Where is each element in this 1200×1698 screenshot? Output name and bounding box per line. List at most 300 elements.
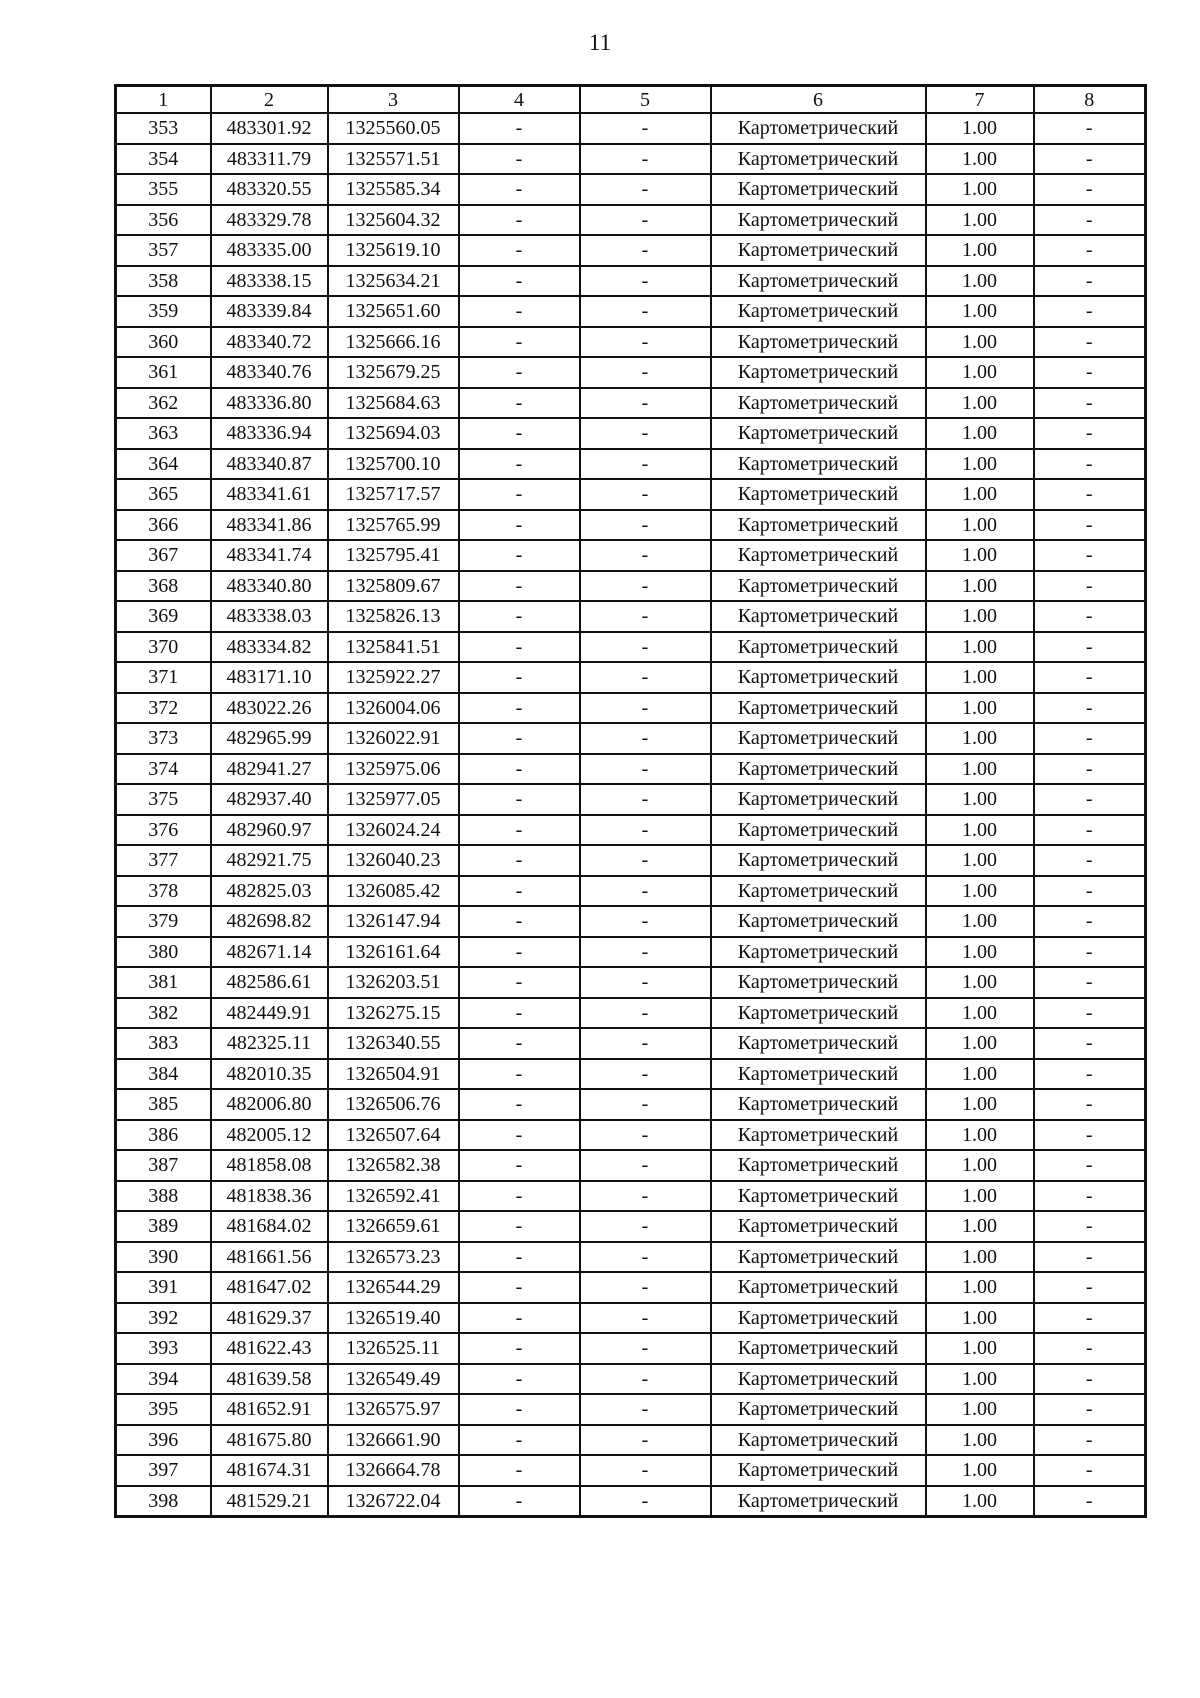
point-number-cell: 396: [116, 1425, 211, 1456]
x-coordinate-cell: 483336.94: [211, 418, 328, 449]
col4-cell: -: [459, 1364, 580, 1395]
x-coordinate-cell: 483341.74: [211, 540, 328, 571]
y-coordinate-cell: 1326022.91: [328, 723, 459, 754]
col8-cell: -: [1034, 1333, 1146, 1364]
col8-cell: -: [1034, 235, 1146, 266]
point-number-cell: 362: [116, 388, 211, 419]
accuracy-cell: 1.00: [926, 1394, 1034, 1425]
x-coordinate-cell: 483329.78: [211, 205, 328, 236]
point-number-cell: 395: [116, 1394, 211, 1425]
col8-cell: -: [1034, 266, 1146, 297]
table-row: [116, 815, 1146, 846]
point-number-cell: 359: [116, 296, 211, 327]
column-header: 7: [926, 86, 1034, 114]
accuracy-cell: 1.00: [926, 571, 1034, 602]
column-header: 4: [459, 86, 580, 114]
col8-cell: -: [1034, 662, 1146, 693]
x-coordinate-cell: 482825.03: [211, 876, 328, 907]
col8-cell: -: [1034, 1425, 1146, 1456]
table-row: [116, 662, 1146, 693]
y-coordinate-cell: 1325922.27: [328, 662, 459, 693]
col5-cell: -: [580, 693, 711, 724]
y-coordinate-cell: 1326024.24: [328, 815, 459, 846]
col5-cell: -: [580, 1333, 711, 1364]
col5-cell: -: [580, 632, 711, 663]
accuracy-cell: 1.00: [926, 906, 1034, 937]
col8-cell: -: [1034, 1364, 1146, 1395]
y-coordinate-cell: 1325975.06: [328, 754, 459, 785]
col8-cell: -: [1034, 174, 1146, 205]
method-cell: Картометрический: [711, 876, 926, 907]
accuracy-cell: 1.00: [926, 967, 1034, 998]
accuracy-cell: 1.00: [926, 937, 1034, 968]
y-coordinate-cell: 1325765.99: [328, 510, 459, 541]
table-row: [116, 784, 1146, 815]
x-coordinate-cell: 482921.75: [211, 845, 328, 876]
y-coordinate-cell: 1326582.38: [328, 1150, 459, 1181]
table-row: [116, 357, 1146, 388]
column-header: 6: [711, 86, 926, 114]
col8-cell: -: [1034, 632, 1146, 663]
table-row: [116, 327, 1146, 358]
page-number: 11: [588, 30, 612, 55]
method-cell: Картометрический: [711, 1089, 926, 1120]
accuracy-cell: 1.00: [926, 174, 1034, 205]
y-coordinate-cell: 1326504.91: [328, 1059, 459, 1090]
table-row: [116, 1028, 1146, 1059]
y-coordinate-cell: 1325679.25: [328, 357, 459, 388]
point-number-cell: 372: [116, 693, 211, 724]
col5-cell: -: [580, 1486, 711, 1517]
point-number-cell: 356: [116, 205, 211, 236]
y-coordinate-cell: 1326722.04: [328, 1486, 459, 1517]
col8-cell: -: [1034, 1486, 1146, 1517]
point-number-cell: 370: [116, 632, 211, 663]
x-coordinate-cell: 483339.84: [211, 296, 328, 327]
y-coordinate-cell: 1326004.06: [328, 693, 459, 724]
col8-cell: -: [1034, 815, 1146, 846]
table-row: [116, 510, 1146, 541]
y-coordinate-cell: 1325684.63: [328, 388, 459, 419]
x-coordinate-cell: 482325.11: [211, 1028, 328, 1059]
x-coordinate-cell: 481858.08: [211, 1150, 328, 1181]
col5-cell: -: [580, 1455, 711, 1486]
col8-cell: -: [1034, 357, 1146, 388]
method-cell: Картометрический: [711, 937, 926, 968]
col5-cell: -: [580, 144, 711, 175]
col8-cell: -: [1034, 479, 1146, 510]
accuracy-cell: 1.00: [926, 1211, 1034, 1242]
accuracy-cell: 1.00: [926, 113, 1034, 144]
table-row: [116, 449, 1146, 480]
method-cell: Картометрический: [711, 906, 926, 937]
col5-cell: -: [580, 1242, 711, 1273]
table-row: [116, 1181, 1146, 1212]
col4-cell: -: [459, 479, 580, 510]
table-row: [116, 693, 1146, 724]
table-row: [116, 418, 1146, 449]
col5-cell: -: [580, 571, 711, 602]
x-coordinate-cell: 483335.00: [211, 235, 328, 266]
accuracy-cell: 1.00: [926, 1028, 1034, 1059]
col8-cell: -: [1034, 296, 1146, 327]
accuracy-cell: 1.00: [926, 296, 1034, 327]
col5-cell: -: [580, 998, 711, 1029]
col4-cell: -: [459, 723, 580, 754]
method-cell: Картометрический: [711, 754, 926, 785]
accuracy-cell: 1.00: [926, 1425, 1034, 1456]
method-cell: Картометрический: [711, 144, 926, 175]
method-cell: Картометрический: [711, 327, 926, 358]
point-number-cell: 364: [116, 449, 211, 480]
x-coordinate-cell: 482671.14: [211, 937, 328, 968]
table-body: [116, 113, 1146, 1517]
col5-cell: -: [580, 388, 711, 419]
x-coordinate-cell: 483336.80: [211, 388, 328, 419]
x-coordinate-cell: 481684.02: [211, 1211, 328, 1242]
accuracy-cell: 1.00: [926, 1333, 1034, 1364]
method-cell: Картометрический: [711, 479, 926, 510]
x-coordinate-cell: 481838.36: [211, 1181, 328, 1212]
table-row: [116, 723, 1146, 754]
col4-cell: -: [459, 662, 580, 693]
point-number-cell: 373: [116, 723, 211, 754]
col4-cell: -: [459, 357, 580, 388]
table-row: [116, 266, 1146, 297]
col4-cell: -: [459, 693, 580, 724]
col4-cell: -: [459, 632, 580, 663]
col5-cell: -: [580, 1272, 711, 1303]
method-cell: Картометрический: [711, 1181, 926, 1212]
col5-cell: -: [580, 601, 711, 632]
method-cell: Картометрический: [711, 1364, 926, 1395]
x-coordinate-cell: 483311.79: [211, 144, 328, 175]
method-cell: Картометрический: [711, 510, 926, 541]
x-coordinate-cell: 482960.97: [211, 815, 328, 846]
method-cell: Картометрический: [711, 1059, 926, 1090]
point-number-cell: 381: [116, 967, 211, 998]
accuracy-cell: 1.00: [926, 1059, 1034, 1090]
x-coordinate-cell: 482006.80: [211, 1089, 328, 1120]
accuracy-cell: 1.00: [926, 1455, 1034, 1486]
col8-cell: -: [1034, 1303, 1146, 1334]
method-cell: Картометрический: [711, 418, 926, 449]
col5-cell: -: [580, 449, 711, 480]
y-coordinate-cell: 1325585.34: [328, 174, 459, 205]
x-coordinate-cell: 483338.15: [211, 266, 328, 297]
col8-cell: -: [1034, 1211, 1146, 1242]
col4-cell: -: [459, 815, 580, 846]
col5-cell: -: [580, 906, 711, 937]
accuracy-cell: 1.00: [926, 388, 1034, 419]
col5-cell: -: [580, 540, 711, 571]
col8-cell: -: [1034, 1120, 1146, 1151]
x-coordinate-cell: 483171.10: [211, 662, 328, 693]
col5-cell: -: [580, 1181, 711, 1212]
col4-cell: -: [459, 754, 580, 785]
col5-cell: -: [580, 967, 711, 998]
point-number-cell: 366: [116, 510, 211, 541]
method-cell: Картометрический: [711, 845, 926, 876]
col8-cell: -: [1034, 1181, 1146, 1212]
table-row: [116, 144, 1146, 175]
col4-cell: -: [459, 1425, 580, 1456]
point-number-cell: 397: [116, 1455, 211, 1486]
y-coordinate-cell: 1326507.64: [328, 1120, 459, 1151]
col8-cell: -: [1034, 540, 1146, 571]
y-coordinate-cell: 1326519.40: [328, 1303, 459, 1334]
method-cell: Картометрический: [711, 1120, 926, 1151]
x-coordinate-cell: 481675.80: [211, 1425, 328, 1456]
table-row: [116, 1059, 1146, 1090]
point-number-cell: 354: [116, 144, 211, 175]
col4-cell: -: [459, 1120, 580, 1151]
point-number-cell: 361: [116, 357, 211, 388]
col5-cell: -: [580, 327, 711, 358]
x-coordinate-cell: 481647.02: [211, 1272, 328, 1303]
point-number-cell: 382: [116, 998, 211, 1029]
table-row: [116, 906, 1146, 937]
point-number-cell: 369: [116, 601, 211, 632]
method-cell: Картометрический: [711, 784, 926, 815]
col4-cell: -: [459, 540, 580, 571]
point-number-cell: 379: [116, 906, 211, 937]
method-cell: Картометрический: [711, 601, 926, 632]
col8-cell: -: [1034, 601, 1146, 632]
col8-cell: -: [1034, 510, 1146, 541]
accuracy-cell: 1.00: [926, 418, 1034, 449]
method-cell: Картометрический: [711, 723, 926, 754]
col5-cell: -: [580, 1211, 711, 1242]
accuracy-cell: 1.00: [926, 1150, 1034, 1181]
point-number-cell: 388: [116, 1181, 211, 1212]
col5-cell: -: [580, 937, 711, 968]
accuracy-cell: 1.00: [926, 1272, 1034, 1303]
y-coordinate-cell: 1325700.10: [328, 449, 459, 480]
table-row: [116, 845, 1146, 876]
column-header: 5: [580, 86, 711, 114]
point-number-cell: 389: [116, 1211, 211, 1242]
point-number-cell: 386: [116, 1120, 211, 1151]
accuracy-cell: 1.00: [926, 1486, 1034, 1517]
method-cell: Картометрический: [711, 1242, 926, 1273]
y-coordinate-cell: 1326161.64: [328, 937, 459, 968]
point-number-cell: 384: [116, 1059, 211, 1090]
col8-cell: -: [1034, 449, 1146, 480]
col8-cell: -: [1034, 1028, 1146, 1059]
table-row: [116, 388, 1146, 419]
x-coordinate-cell: 481652.91: [211, 1394, 328, 1425]
y-coordinate-cell: 1325651.60: [328, 296, 459, 327]
y-coordinate-cell: 1325841.51: [328, 632, 459, 663]
col4-cell: -: [459, 1242, 580, 1273]
accuracy-cell: 1.00: [926, 235, 1034, 266]
x-coordinate-cell: 483340.80: [211, 571, 328, 602]
table-row: [116, 967, 1146, 998]
col8-cell: -: [1034, 1150, 1146, 1181]
method-cell: Картометрический: [711, 1394, 926, 1425]
column-header: 1: [116, 86, 211, 114]
col4-cell: -: [459, 1272, 580, 1303]
table-row: [116, 235, 1146, 266]
table-row: [116, 632, 1146, 663]
table-row: [116, 1425, 1146, 1456]
accuracy-cell: 1.00: [926, 479, 1034, 510]
point-number-cell: 378: [116, 876, 211, 907]
x-coordinate-cell: 482965.99: [211, 723, 328, 754]
x-coordinate-cell: 483340.87: [211, 449, 328, 480]
x-coordinate-cell: 483338.03: [211, 601, 328, 632]
table-row: [116, 1272, 1146, 1303]
method-cell: Картометрический: [711, 449, 926, 480]
col4-cell: -: [459, 174, 580, 205]
point-number-cell: 391: [116, 1272, 211, 1303]
x-coordinate-cell: 483320.55: [211, 174, 328, 205]
method-cell: Картометрический: [711, 1272, 926, 1303]
method-cell: Картометрический: [711, 113, 926, 144]
point-number-cell: 390: [116, 1242, 211, 1273]
y-coordinate-cell: 1325826.13: [328, 601, 459, 632]
y-coordinate-cell: 1326544.29: [328, 1272, 459, 1303]
method-cell: Картометрический: [711, 1486, 926, 1517]
column-header: 2: [211, 86, 328, 114]
col4-cell: -: [459, 296, 580, 327]
point-number-cell: 385: [116, 1089, 211, 1120]
col5-cell: -: [580, 174, 711, 205]
point-number-cell: 376: [116, 815, 211, 846]
y-coordinate-cell: 1326659.61: [328, 1211, 459, 1242]
col5-cell: -: [580, 205, 711, 236]
col8-cell: -: [1034, 327, 1146, 358]
col4-cell: -: [459, 1486, 580, 1517]
col5-cell: -: [580, 479, 711, 510]
table-row: [116, 1455, 1146, 1486]
accuracy-cell: 1.00: [926, 540, 1034, 571]
point-number-cell: 380: [116, 937, 211, 968]
method-cell: Картометрический: [711, 967, 926, 998]
col5-cell: -: [580, 266, 711, 297]
col8-cell: -: [1034, 998, 1146, 1029]
col8-cell: -: [1034, 1089, 1146, 1120]
method-cell: Картометрический: [711, 540, 926, 571]
col8-cell: -: [1034, 693, 1146, 724]
table-row: [116, 1303, 1146, 1334]
col4-cell: -: [459, 845, 580, 876]
col4-cell: -: [459, 1059, 580, 1090]
col5-cell: -: [580, 876, 711, 907]
point-number-cell: 394: [116, 1364, 211, 1395]
col5-cell: -: [580, 296, 711, 327]
col5-cell: -: [580, 784, 711, 815]
x-coordinate-cell: 481639.58: [211, 1364, 328, 1395]
col4-cell: -: [459, 418, 580, 449]
accuracy-cell: 1.00: [926, 1089, 1034, 1120]
col8-cell: -: [1034, 906, 1146, 937]
method-cell: Картометрический: [711, 357, 926, 388]
y-coordinate-cell: 1325666.16: [328, 327, 459, 358]
column-header: 3: [328, 86, 459, 114]
table-row: [116, 571, 1146, 602]
table-row: [116, 540, 1146, 571]
table-row: [116, 174, 1146, 205]
point-number-cell: 392: [116, 1303, 211, 1334]
point-number-cell: 377: [116, 845, 211, 876]
x-coordinate-cell: 481674.31: [211, 1455, 328, 1486]
col4-cell: -: [459, 388, 580, 419]
y-coordinate-cell: 1325694.03: [328, 418, 459, 449]
col8-cell: -: [1034, 876, 1146, 907]
x-coordinate-cell: 481661.56: [211, 1242, 328, 1273]
accuracy-cell: 1.00: [926, 1120, 1034, 1151]
accuracy-cell: 1.00: [926, 784, 1034, 815]
table-row: [116, 1120, 1146, 1151]
x-coordinate-cell: 482010.35: [211, 1059, 328, 1090]
point-number-cell: 371: [116, 662, 211, 693]
col5-cell: -: [580, 662, 711, 693]
y-coordinate-cell: 1326040.23: [328, 845, 459, 876]
col8-cell: -: [1034, 1059, 1146, 1090]
col4-cell: -: [459, 906, 580, 937]
accuracy-cell: 1.00: [926, 815, 1034, 846]
table-row: [116, 1364, 1146, 1395]
col5-cell: -: [580, 418, 711, 449]
table-row: [116, 754, 1146, 785]
y-coordinate-cell: 1326573.23: [328, 1242, 459, 1273]
col5-cell: -: [580, 1425, 711, 1456]
column-header: 8: [1034, 86, 1146, 114]
table-row: [116, 1333, 1146, 1364]
x-coordinate-cell: 481622.43: [211, 1333, 328, 1364]
col8-cell: -: [1034, 113, 1146, 144]
method-cell: Картометрический: [711, 662, 926, 693]
table-row: [116, 1394, 1146, 1425]
accuracy-cell: 1.00: [926, 662, 1034, 693]
accuracy-cell: 1.00: [926, 632, 1034, 663]
header-row: [116, 86, 1146, 114]
point-number-cell: 365: [116, 479, 211, 510]
col8-cell: -: [1034, 388, 1146, 419]
method-cell: Картометрический: [711, 571, 926, 602]
x-coordinate-cell: 483341.61: [211, 479, 328, 510]
y-coordinate-cell: 1325604.32: [328, 205, 459, 236]
col5-cell: -: [580, 235, 711, 266]
col8-cell: -: [1034, 571, 1146, 602]
col5-cell: -: [580, 723, 711, 754]
method-cell: Картометрический: [711, 296, 926, 327]
accuracy-cell: 1.00: [926, 266, 1034, 297]
col8-cell: -: [1034, 723, 1146, 754]
col4-cell: -: [459, 327, 580, 358]
col4-cell: -: [459, 205, 580, 236]
method-cell: Картометрический: [711, 1455, 926, 1486]
col4-cell: -: [459, 937, 580, 968]
x-coordinate-cell: 483340.72: [211, 327, 328, 358]
accuracy-cell: 1.00: [926, 845, 1034, 876]
point-number-cell: 358: [116, 266, 211, 297]
table-row: [116, 1089, 1146, 1120]
method-cell: Картометрический: [711, 1028, 926, 1059]
col5-cell: -: [580, 1303, 711, 1334]
y-coordinate-cell: 1326506.76: [328, 1089, 459, 1120]
point-number-cell: 355: [116, 174, 211, 205]
table-row: [116, 296, 1146, 327]
y-coordinate-cell: 1326147.94: [328, 906, 459, 937]
y-coordinate-cell: 1325717.57: [328, 479, 459, 510]
y-coordinate-cell: 1325634.21: [328, 266, 459, 297]
y-coordinate-cell: 1326275.15: [328, 998, 459, 1029]
point-number-cell: 393: [116, 1333, 211, 1364]
accuracy-cell: 1.00: [926, 1364, 1034, 1395]
